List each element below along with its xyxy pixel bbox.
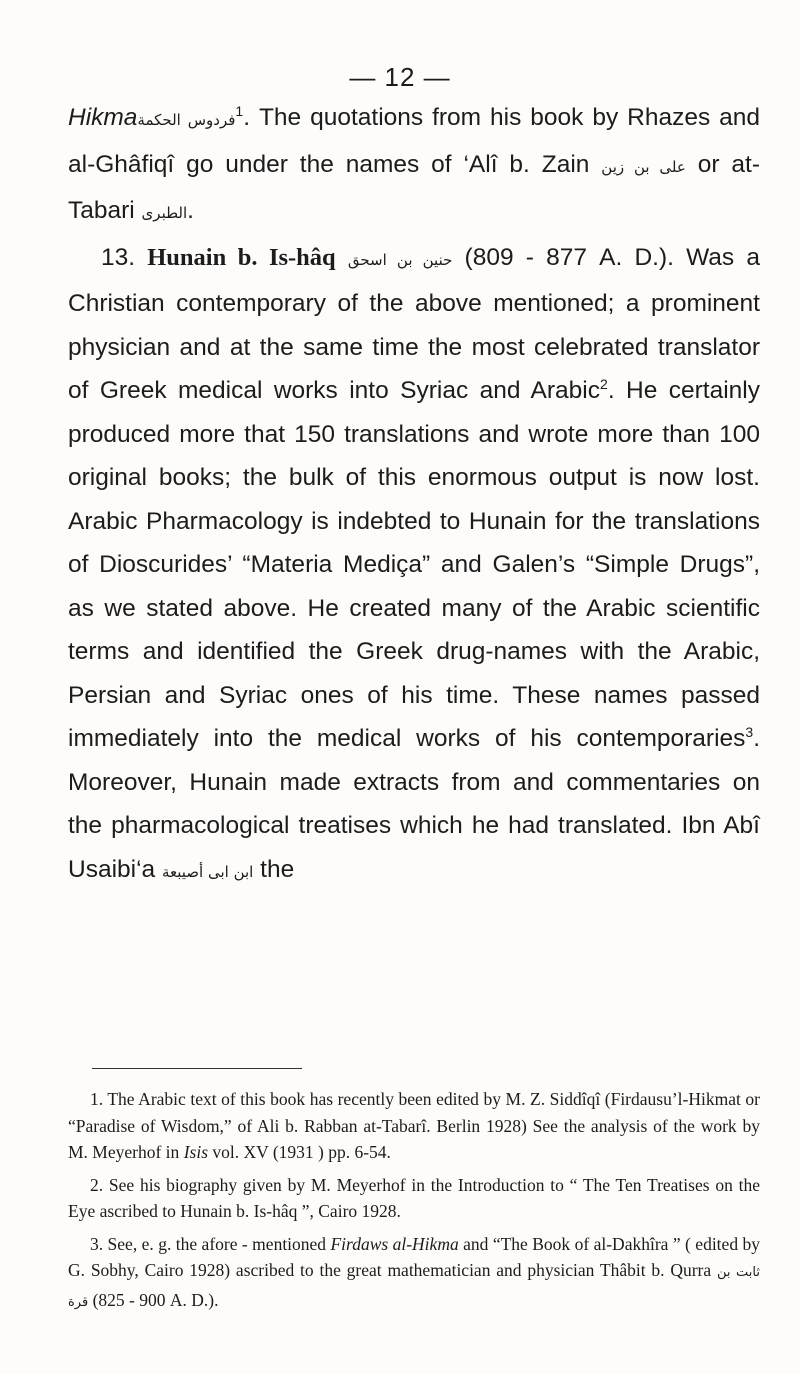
footnote-text: 3. See, e. g. the afore - mentioned	[90, 1233, 331, 1254]
paragraph-text: . The quotations from his book by Rhazes and al-Ghâfiqî go under the names of ‘Alî b. Zain	[68, 104, 761, 178]
footnote-ref-3: 3	[745, 723, 754, 740]
paragraph-text: .	[187, 197, 194, 224]
arabic-tabari: الطبرى	[141, 204, 188, 222]
footnotes	[68, 1086, 760, 1322]
paragraph-hikma	[68, 96, 760, 236]
footnote-divider	[92, 1068, 302, 1069]
paragraph-text: the	[253, 855, 295, 883]
arabic-name-ali: على بن زين	[601, 157, 686, 176]
footnote-ref-2: 2	[600, 375, 608, 392]
paragraph-text: (809 - 877 A. D.). Was a Christian contemporary of the above mentioned; a prominent physician and at the same time the most celebrated translator of Greek medical works into Syriac and Arabic	[68, 243, 760, 404]
paragraph-text: or at-Tabari	[68, 150, 760, 224]
arabic-title: فردوس الحكمة	[137, 111, 236, 129]
paragraph-hunain	[68, 236, 760, 895]
arabic-thabit: ثابت بن قرة	[68, 1265, 760, 1310]
entry-heading: Hunain b. Is-hâq	[147, 243, 336, 271]
entry-number: 13.	[101, 243, 148, 271]
page-number: — 12 —	[349, 62, 451, 92]
footnote-1	[68, 1086, 760, 1166]
paragraph-text: . Moreover, Hunain made extracts from and commentaries on the pharmacological treatises which he had translated. Ibn Abî Usaibi‘a	[68, 725, 760, 883]
footnote-ref-1: 1	[235, 102, 244, 119]
journal-title: Isis	[183, 1142, 208, 1162]
arabic-usaibia: ابن ابى أصيبعة	[161, 862, 254, 881]
main-text	[68, 96, 760, 894]
hikma-word: Hikma	[68, 104, 138, 131]
footnote-text: and “The Book of al-Dakhîra ” ( edited by G. Sobhy, Cairo 1928) ascribed to the great mathematician and physician Thâbit b. Qurra	[68, 1233, 760, 1280]
arabic-name-hunain: حنين بن اسحق	[347, 250, 453, 269]
footnote-text: 1. The Arabic text of this book has recently been edited by M. Z. Siddîqî (Firdausu’l-Hikmat or “Paradise of Wisdom,” of Ali b. Rabban at-Tabarî. Berlin 1928) See the analysis of the work by M. Meyerhof in	[68, 1089, 760, 1162]
footnote-text: (825 - 900 A. D.).	[88, 1289, 219, 1310]
footnote-2: 2. See his biography given by M. Meyerhof in the Introduction to “ The Ten Treatises on the Eye ascribed to Hunain b. Is-hâq ”, Cairo 1928.	[68, 1174, 760, 1221]
book-title: Firdaws al-Hikma	[330, 1233, 459, 1254]
footnote-text: vol. XV (1931 ) pp. 6-54.	[208, 1142, 391, 1162]
paragraph-text: . He certainly produced more that 150 translations and wrote more than 100 original books; the bulk of this enormous output is now lost. Arabic Pharmacology is indebted to Hunain for the translations of Dioscurides’ “Materia Mediça” and Galen’s “Simple Drugs”, as we stated above. He created many of the Arabic scientific terms and identified the Greek drug-names with the Arabic, Persian and Syriac ones of his time. These names passed immediately into the medical works of his contemporaries	[68, 377, 760, 752]
footnote-3	[68, 1231, 760, 1317]
